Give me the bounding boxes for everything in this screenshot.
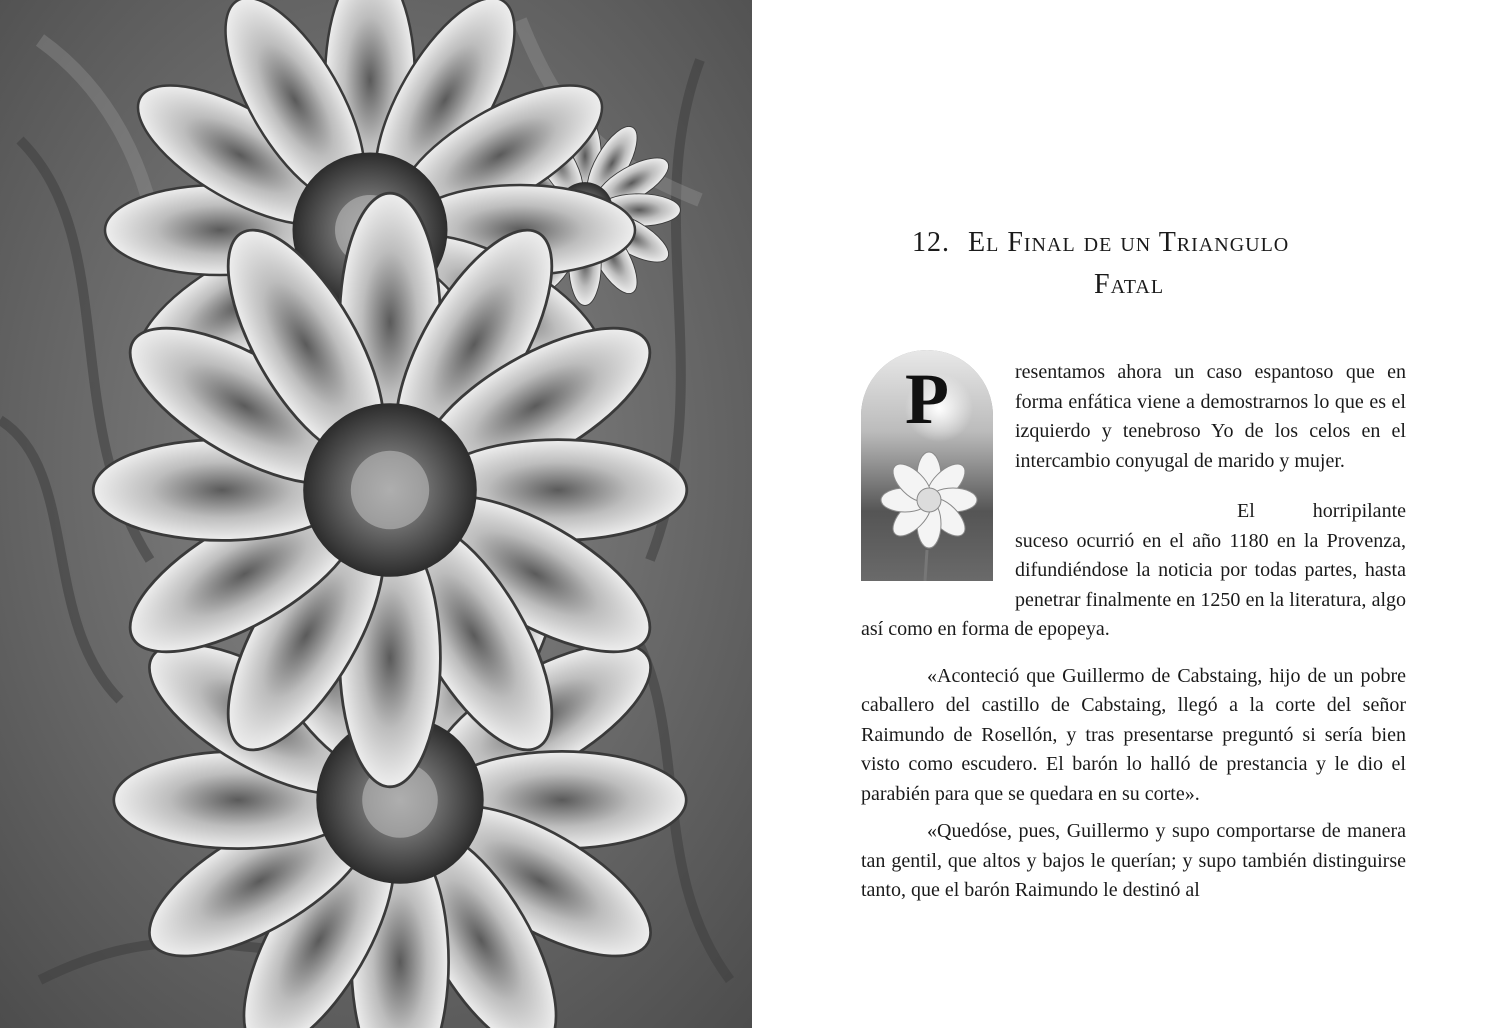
chapter-title [912,222,1352,306]
paragraph-1: resentamos ahora un caso espantoso que en forma enfática viene a demostrarnos lo que es el izquierdo y tenebroso Yo de los celos en el intercambio conyugal de marido y mujer. [1015,361,1406,472]
chapter-title-line2: Fatal [1094,269,1165,300]
paragraph-4: «Quedóse, pues, Guillermo y supo comportarse de manera tan gentil, que altos y bajos le querían; y supo también distinguirse tanto, que el barón Raimundo le destinó al [861,820,1406,901]
body-text [861,358,1406,906]
drop-cap-letter: P [905,359,949,439]
text-page [752,0,1500,1028]
chapter-title-line1: El Final de un Triangulo [968,227,1290,258]
paragraph-2: El horripilante suceso ocurrió en el año 1180 en la Provenza, difundiéndose la noticia por todas partes, hasta penetrar finalmente en 1250 en la literatura, algo así como en forma de epopeya. [861,500,1406,640]
paragraph-3: «Aconteció que Guillermo de Cabstaing, hijo de un pobre caballero del castillo de Cabstaing, llegó a la corte del señor Raimundo de Rosellón, y tras presentarse preguntó si sería bien visto como escudero. El barón lo halló de prestancia y le dio el parabién para que se quedara en su corte». [861,664,1406,805]
chapter-number: 12. [912,227,950,258]
drop-cap-spacer [861,358,1015,590]
